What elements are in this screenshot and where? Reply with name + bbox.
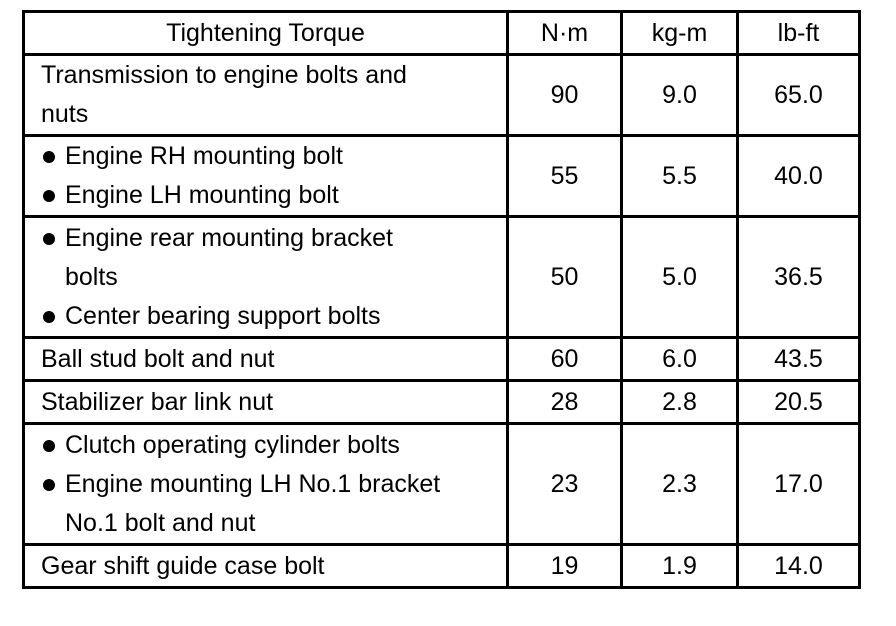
bullet-text: Engine rear mounting bracket — [65, 223, 393, 252]
row-description — [24, 217, 508, 338]
kgm-value: 9.0 — [622, 55, 738, 136]
nm-value: 50 — [508, 217, 622, 338]
bullet-item — [41, 219, 500, 258]
table-header-row — [24, 12, 860, 55]
bullet-text: Clutch operating cylinder bolts — [65, 430, 400, 459]
nm-value: 60 — [508, 338, 622, 381]
bullet-continuation: bolts — [65, 262, 118, 291]
nm-value: 23 — [508, 424, 622, 545]
table-row — [24, 136, 860, 217]
description-line: Transmission to engine bolts and — [41, 61, 407, 89]
header-kgm: kg-m — [622, 12, 738, 55]
bullet-icon — [43, 190, 55, 202]
bullet-text: Center bearing support bolts — [65, 301, 381, 330]
nm-value: 90 — [508, 55, 622, 136]
header-nm: N·m — [508, 12, 622, 55]
bullet-icon — [43, 479, 55, 491]
lbft-value: 65.0 — [738, 55, 860, 136]
row-description — [24, 424, 508, 545]
kgm-value: 6.0 — [622, 338, 738, 381]
lbft-value: 40.0 — [738, 136, 860, 217]
nm-value: 19 — [508, 545, 622, 588]
bullet-item — [41, 297, 500, 336]
bullet-item — [41, 137, 500, 176]
kgm-value: 5.0 — [622, 217, 738, 338]
description-line: nuts — [41, 100, 89, 128]
nm-value: 55 — [508, 136, 622, 217]
header-lbft: lb-ft — [738, 12, 860, 55]
bullet-item — [41, 176, 500, 215]
lbft-value: 20.5 — [738, 381, 860, 424]
table-row — [24, 424, 860, 545]
lbft-value: 17.0 — [738, 424, 860, 545]
row-description — [24, 136, 508, 217]
table-row — [24, 545, 860, 588]
kgm-value: 2.8 — [622, 381, 738, 424]
bullet-item — [41, 465, 500, 504]
bullet-icon — [43, 151, 55, 163]
row-description — [24, 55, 508, 136]
bullet-icon — [43, 233, 55, 245]
row-description: Stabilizer bar link nut — [24, 381, 508, 424]
header-tightening-torque: Tightening Torque — [24, 12, 508, 55]
table-row — [24, 338, 860, 381]
row-description: Gear shift guide case bolt — [24, 545, 508, 588]
bullet-text: Engine RH mounting bolt — [65, 142, 343, 170]
bullet-item — [41, 426, 500, 465]
table-row — [24, 381, 860, 424]
bullet-text: Engine LH mounting bolt — [65, 181, 339, 209]
table-row — [24, 217, 860, 338]
kgm-value: 1.9 — [622, 545, 738, 588]
bullet-icon — [43, 440, 55, 452]
nm-value: 28 — [508, 381, 622, 424]
lbft-value: 43.5 — [738, 338, 860, 381]
bullet-text: Engine mounting LH No.1 bracket — [65, 469, 441, 498]
bullet-continuation: No.1 bolt and nut — [65, 508, 256, 537]
kgm-value: 2.3 — [622, 424, 738, 545]
lbft-value: 14.0 — [738, 545, 860, 588]
bullet-icon — [43, 311, 55, 323]
tightening-torque-table — [22, 10, 861, 589]
kgm-value: 5.5 — [622, 136, 738, 217]
lbft-value: 36.5 — [738, 217, 860, 338]
table-row — [24, 55, 860, 136]
row-description: Ball stud bolt and nut — [24, 338, 508, 381]
